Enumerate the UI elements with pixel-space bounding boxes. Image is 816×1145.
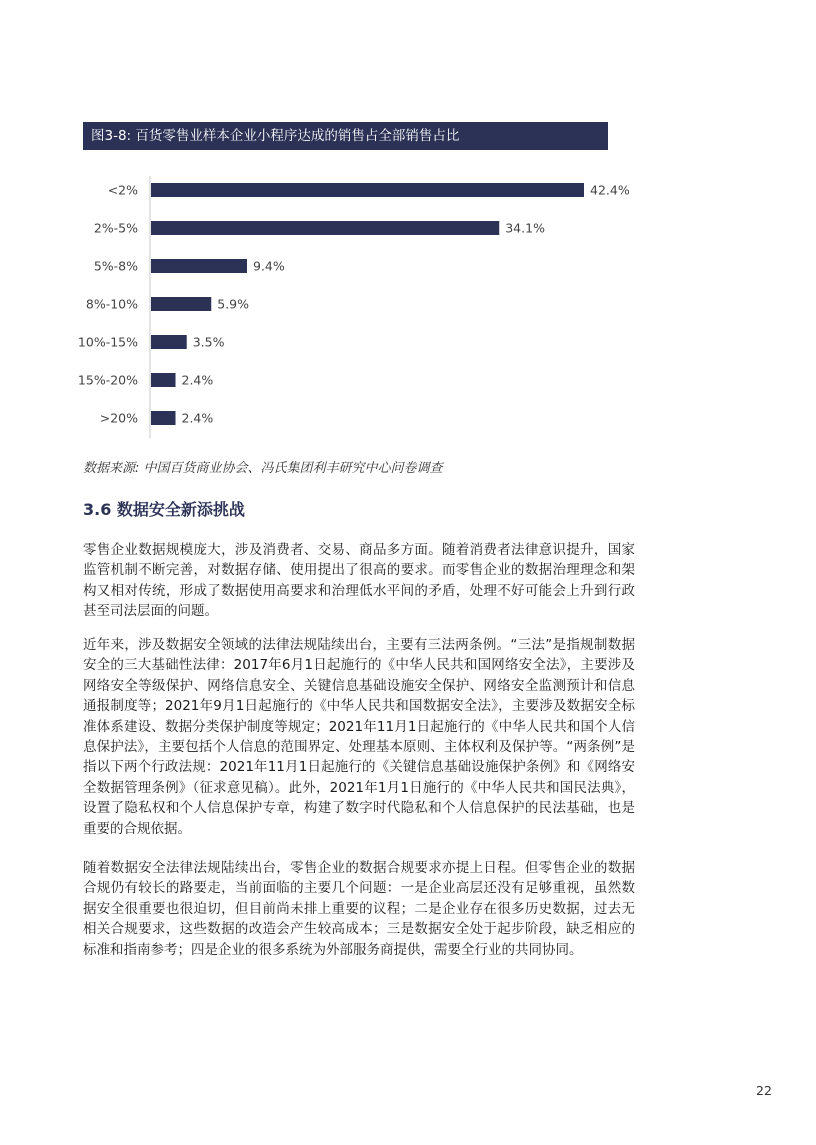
paragraph-1: 零售企业数据规模庞大，涉及消费者、交易、商品多方面。随着消费者法律意识提升，国家监管机制不断完善，对数据存储、使用提出了很高的要求。而零售企业的数据治理理念和架构又相对传统，形成了数据使用高要求和治理低水平间的矛盾，处理不好可能会上升到行政甚至司法层面的问题。 bbox=[83, 542, 635, 620]
bar bbox=[151, 297, 211, 311]
value-label: 9.4% bbox=[252, 258, 285, 274]
category-label: <2% bbox=[107, 182, 138, 198]
bar bbox=[151, 373, 176, 387]
bar bbox=[151, 335, 187, 349]
category-label: >20% bbox=[99, 410, 138, 426]
bar-chart bbox=[70, 170, 640, 445]
value-label: 2.4% bbox=[181, 372, 214, 388]
category-label: 10%-15% bbox=[77, 334, 138, 350]
bar bbox=[151, 221, 499, 235]
bar bbox=[151, 183, 584, 197]
value-label: 42.4% bbox=[590, 182, 630, 198]
category-label: 15%-20% bbox=[77, 372, 138, 388]
value-label: 34.1% bbox=[505, 220, 545, 236]
category-label: 5%-8% bbox=[93, 258, 138, 274]
paragraph-3: 随着数据安全法律法规陆续出台，零售企业的数据合规要求亦提上日程。但零售企业的数据合规仍有较长的路要走，当前面临的主要几个问题：一是企业高层还没有足够重视，虽然数据安全很重要也很迫切，但目前尚未排上重要的议程；二是企业存在很多历史数据，过去无相关合规要求，这些数据的改造会产生较高成本；三是数据安全处于起步阶段，缺乏相应的标准和指南参考；四是企业的很多系统为外部服务商提供，需要全行业的共同协同。 bbox=[83, 860, 635, 958]
paragraph-2: 近年来，涉及数据安全领域的法律法规陆续出台，主要有三法两条例。“三法”是指规制数据安全的三大基础性法律：2017年6月1日起施行的《中华人民共和国网络安全法》，主要涉及网络安全等级保护、网络信息安全、关键信息基础设施安全保护、网络安全监测预计和信息通报制度等；2021年9月1日起施行的《中华人民共和国数据安全法》，主要涉及数据安全标准体系建设、数据分类保护制度等规定；2021年11月1日起施行的《中华人民共和国个人信息保护法》，主要包括个人信息的范围界定、处理基本原则、主体权利及保护等。“两条例”是指以下两个行政法规：2021年11月1日起施行的《关键信息基础设施保护条例》和《网络安全数据管理条例》（征求意见稿）。此外，2021年1月1日施行的《中华人民共和国民法典》，设置了隐私权和个人信息保护专章，构建了数字时代隐私和个人信息保护的民法基础，也是重要的合规依据。 bbox=[83, 637, 635, 837]
category-label: 2%-5% bbox=[93, 220, 138, 236]
value-label: 3.5% bbox=[192, 334, 225, 350]
value-label: 2.4% bbox=[181, 410, 214, 426]
page-number: 22 bbox=[756, 1083, 772, 1098]
value-label: 5.9% bbox=[217, 296, 250, 312]
category-label: 8%-10% bbox=[85, 296, 138, 312]
bar bbox=[151, 411, 176, 425]
bar bbox=[151, 259, 247, 273]
figure-source: 数据来源: 中国百货商业协会、冯氏集团利丰研究中心问卷调查 bbox=[83, 461, 443, 476]
figure-title: 图3-8: 百货零售业样本企业小程序达成的销售占全部销售占比 bbox=[83, 122, 608, 150]
section-title: 3.6 数据安全新添挑战 bbox=[83, 500, 245, 519]
